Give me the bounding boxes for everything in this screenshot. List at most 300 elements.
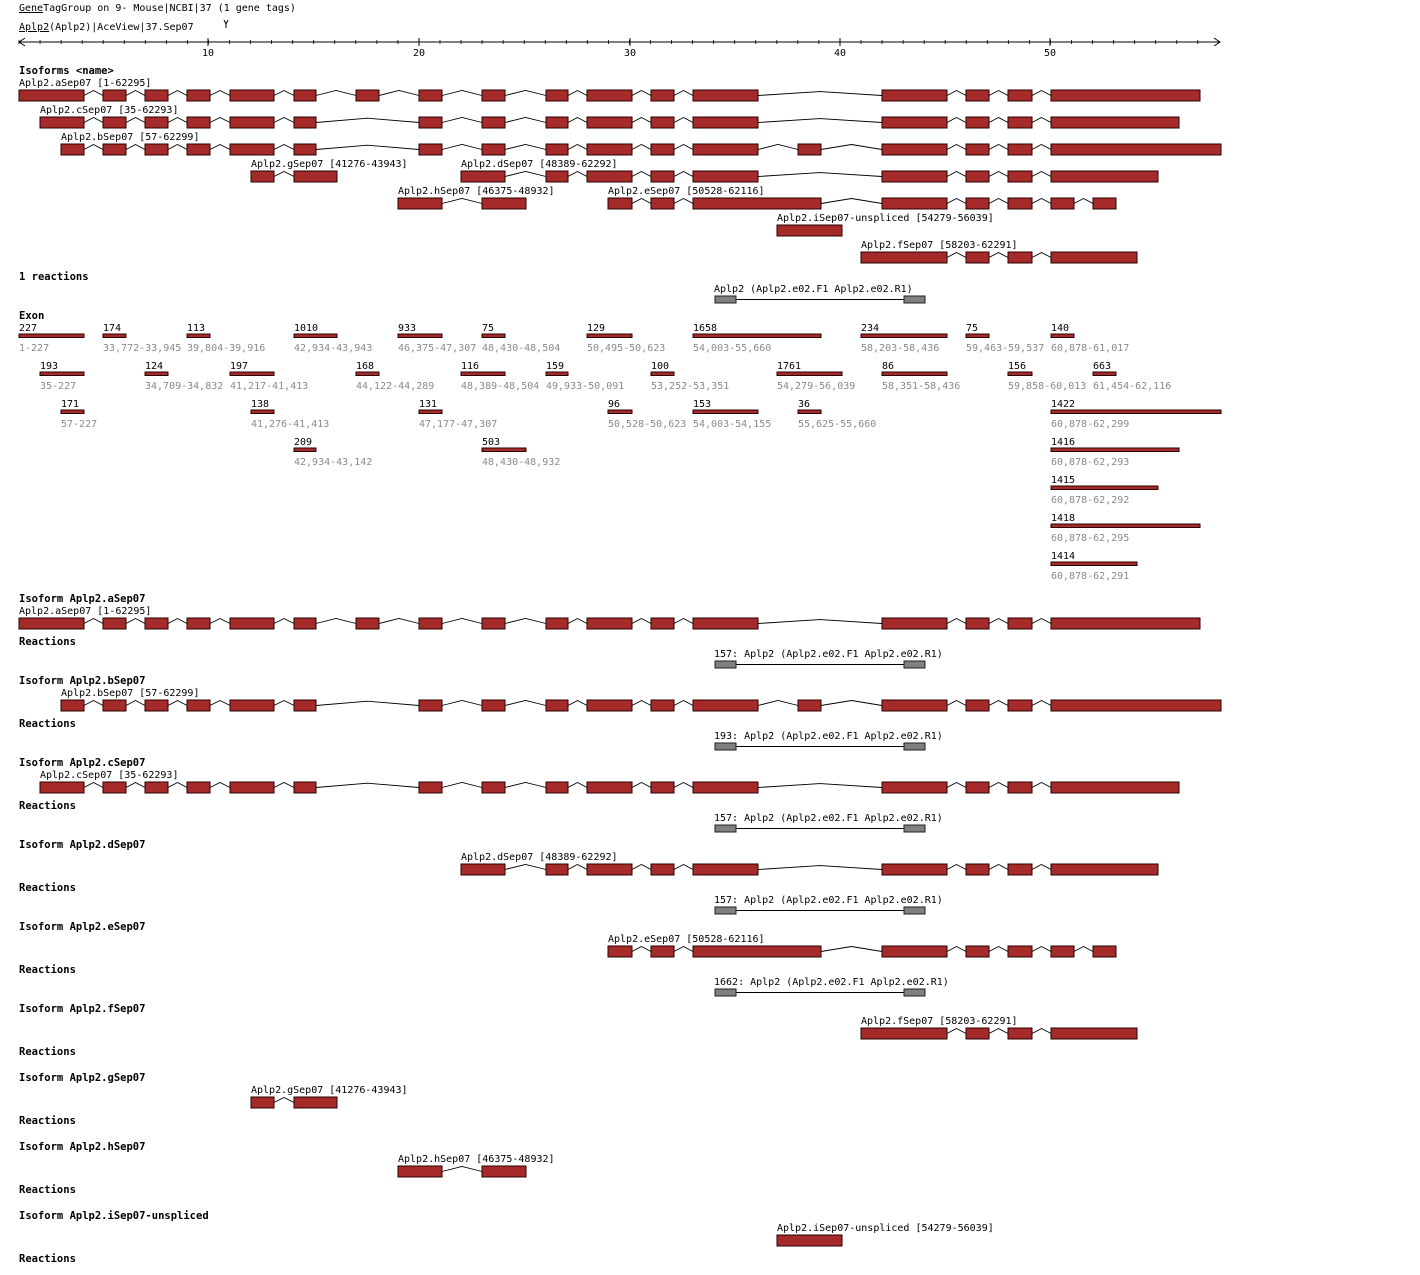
isoform-detail-label-i[interactable]: Aplp2.iSep07-unspliced [54279-56039]	[777, 1223, 994, 1234]
exon-item[interactable]	[651, 361, 729, 392]
exon-bar[interactable]	[103, 334, 126, 338]
reverse-primer-box[interactable]	[904, 907, 925, 914]
forward-primer-box[interactable]	[715, 989, 736, 996]
reverse-primer-box[interactable]	[904, 743, 925, 750]
exon-bar[interactable]	[482, 448, 526, 452]
exon-block[interactable]	[187, 144, 210, 155]
exon-block[interactable]	[693, 946, 821, 957]
exon-block[interactable]	[40, 782, 84, 793]
isoform-track-f[interactable]	[861, 252, 1137, 263]
reaction-label[interactable]: 193: Aplp2 (Aplp2.e02.F1 Aplp2.e02.R1)	[714, 731, 943, 742]
exon-block[interactable]	[966, 864, 989, 875]
exon-block[interactable]	[1008, 618, 1032, 629]
exon-item[interactable]	[882, 361, 960, 392]
exon-bar[interactable]	[1093, 372, 1116, 376]
exon-block[interactable]	[1008, 700, 1032, 711]
intron-line	[505, 865, 546, 870]
exon-block[interactable]	[546, 700, 568, 711]
exon-item[interactable]	[251, 399, 329, 430]
isoform-label-f[interactable]: Aplp2.fSep07 [58203-62291]	[861, 240, 1018, 251]
exon-block[interactable]	[546, 90, 568, 101]
exon-block[interactable]	[966, 144, 989, 155]
exon-block[interactable]	[419, 117, 442, 128]
exon-bar[interactable]	[61, 410, 84, 414]
exon-bar[interactable]	[251, 410, 274, 414]
reverse-primer-box[interactable]	[904, 296, 925, 303]
exon-block[interactable]	[145, 782, 168, 793]
exon-block[interactable]	[587, 90, 632, 101]
isoform-label-b[interactable]: Aplp2.bSep07 [57-62299]	[61, 132, 200, 143]
isoform-track-i[interactable]	[777, 225, 842, 236]
reaction-track[interactable]	[715, 989, 925, 996]
exon-block[interactable]	[461, 171, 505, 182]
exon-block[interactable]	[651, 144, 674, 155]
exon-block[interactable]	[966, 117, 989, 128]
exon-block[interactable]	[1051, 946, 1074, 957]
exon-block[interactable]	[103, 144, 126, 155]
exon-block[interactable]	[693, 144, 758, 155]
exon-bar[interactable]	[419, 410, 442, 414]
isoform-detail-track-d[interactable]	[461, 864, 1158, 875]
isoform-label-d[interactable]: Aplp2.dSep07 [48389-62292]	[461, 159, 618, 170]
exon-item[interactable]	[798, 399, 876, 430]
exon-block[interactable]	[294, 618, 316, 629]
exon-block[interactable]	[777, 1235, 842, 1246]
intron-line	[126, 145, 145, 150]
exon-block[interactable]	[1008, 171, 1032, 182]
isoform-label-a[interactable]: Aplp2.aSep07 [1-62295]	[19, 78, 152, 89]
exon-block[interactable]	[798, 144, 821, 155]
exon-block[interactable]	[546, 144, 568, 155]
reaction-label[interactable]: Aplp2 (Aplp2.e02.F1 Aplp2.e02.R1)	[714, 284, 913, 295]
exon-block[interactable]	[103, 700, 126, 711]
aplp2-link[interactable]: Aplp2	[19, 22, 50, 33]
exon-block[interactable]	[587, 171, 632, 182]
isoform-track-e[interactable]	[608, 198, 1116, 209]
exon-block[interactable]	[1008, 782, 1032, 793]
isoform-detail-track-c[interactable]	[40, 782, 1179, 793]
reaction-label[interactable]: 1662: Aplp2 (Aplp2.e02.F1 Aplp2.e02.R1)	[714, 977, 949, 988]
exon-block[interactable]	[882, 144, 947, 155]
exon-block[interactable]	[546, 117, 568, 128]
exon-block[interactable]	[1051, 864, 1158, 875]
exon-block[interactable]	[145, 117, 168, 128]
intron-line	[316, 118, 419, 122]
isoform-detail-label-g[interactable]: Aplp2.gSep07 [41276-43943]	[251, 1085, 408, 1096]
exon-block[interactable]	[861, 252, 947, 263]
exon-block[interactable]	[546, 171, 568, 182]
isoform-track-d[interactable]	[461, 171, 1158, 182]
isoform-track-a[interactable]	[19, 90, 1200, 101]
exon-block[interactable]	[251, 171, 274, 182]
isoform-detail-label-a[interactable]: Aplp2.aSep07 [1-62295]	[19, 606, 152, 617]
exon-block[interactable]	[230, 144, 274, 155]
exon-block[interactable]	[103, 782, 126, 793]
exon-block[interactable]	[966, 252, 989, 263]
exon-item[interactable]	[230, 361, 308, 392]
exon-item[interactable]	[482, 323, 560, 354]
exon-item[interactable]	[693, 399, 771, 430]
isoform-detail-track-f[interactable]	[861, 1028, 1137, 1039]
exon-bar[interactable]	[230, 372, 274, 376]
exon-block[interactable]	[651, 198, 674, 209]
exon-block[interactable]	[230, 90, 274, 101]
exon-block[interactable]	[1008, 1028, 1032, 1039]
exon-block[interactable]	[882, 700, 947, 711]
exon-item[interactable]	[461, 361, 539, 392]
exon-block[interactable]	[966, 782, 989, 793]
exon-length-label: 1414	[1051, 551, 1076, 562]
exon-item[interactable]	[693, 323, 821, 354]
exon-block[interactable]	[693, 618, 758, 629]
exon-bar[interactable]	[482, 334, 505, 338]
exon-item[interactable]	[1093, 361, 1171, 392]
exon-item[interactable]	[861, 323, 947, 354]
exon-block[interactable]	[482, 117, 505, 128]
exon-block[interactable]	[608, 198, 632, 209]
exon-length-label: 193	[40, 361, 59, 372]
exon-block[interactable]	[882, 117, 947, 128]
exon-block[interactable]	[966, 618, 989, 629]
exon-block[interactable]	[230, 782, 274, 793]
isoform-detail-track-i[interactable]	[777, 1235, 842, 1246]
isoform-detail-track-b[interactable]	[61, 700, 1221, 711]
exon-item[interactable]	[187, 323, 265, 354]
exon-block[interactable]	[693, 864, 758, 875]
exon-block[interactable]	[419, 700, 442, 711]
isoform-detail-label-d[interactable]: Aplp2.dSep07 [48389-62292]	[461, 852, 618, 863]
exon-block[interactable]	[693, 782, 758, 793]
exon-item[interactable]	[608, 399, 686, 430]
exon-bar[interactable]	[798, 410, 821, 414]
exon-block[interactable]	[419, 90, 442, 101]
exon-block[interactable]	[1093, 946, 1116, 957]
exon-block[interactable]	[230, 700, 274, 711]
exon-item[interactable]	[966, 323, 1044, 354]
exon-block[interactable]	[398, 198, 442, 209]
exon-item[interactable]	[1051, 323, 1129, 354]
exon-block[interactable]	[651, 117, 674, 128]
exon-item[interactable]	[419, 399, 497, 430]
exon-block[interactable]	[693, 171, 758, 182]
exon-block[interactable]	[608, 946, 632, 957]
isoform-label-i[interactable]: Aplp2.iSep07-unspliced [54279-56039]	[777, 213, 994, 224]
exon-block[interactable]	[587, 700, 632, 711]
exon-block[interactable]	[187, 90, 210, 101]
intron-line	[84, 118, 103, 123]
reaction-track[interactable]	[715, 907, 925, 914]
exon-block[interactable]	[230, 117, 274, 128]
exon-block[interactable]	[103, 618, 126, 629]
exon-block[interactable]	[1051, 1028, 1137, 1039]
exon-block[interactable]	[230, 618, 274, 629]
exon-block[interactable]	[1051, 198, 1074, 209]
exon-block[interactable]	[1008, 90, 1032, 101]
exon-block[interactable]	[294, 171, 337, 182]
exon-bar[interactable]	[294, 448, 316, 452]
isoform-detail-track-h[interactable]	[398, 1166, 526, 1177]
exon-bar[interactable]	[356, 372, 379, 376]
exon-block[interactable]	[482, 198, 526, 209]
reaction-label[interactable]: 157: Aplp2 (Aplp2.e02.F1 Aplp2.e02.R1)	[714, 895, 943, 906]
exon-bar[interactable]	[693, 410, 758, 414]
exon-block[interactable]	[356, 618, 379, 629]
isoform-detail-label-e[interactable]: Aplp2.eSep07 [50528-62116]	[608, 934, 765, 945]
exon-block[interactable]	[145, 144, 168, 155]
exon-bar[interactable]	[1051, 562, 1137, 566]
exon-range-label: 1-227	[19, 343, 50, 354]
exon-block[interactable]	[1008, 198, 1032, 209]
exon-block[interactable]	[966, 700, 989, 711]
exon-block[interactable]	[882, 864, 947, 875]
exon-bar[interactable]	[19, 334, 84, 338]
exon-item[interactable]	[1051, 475, 1158, 506]
exon-block[interactable]	[651, 171, 674, 182]
exon-block[interactable]	[587, 117, 632, 128]
exon-block[interactable]	[651, 700, 674, 711]
exon-block[interactable]	[1051, 144, 1221, 155]
isoform-detail-track-e[interactable]	[608, 946, 1116, 957]
exon-item[interactable]	[145, 361, 223, 392]
exon-item[interactable]	[356, 361, 434, 392]
exon-block[interactable]	[777, 225, 842, 236]
reverse-primer-box[interactable]	[904, 989, 925, 996]
exon-bar[interactable]	[294, 334, 337, 338]
forward-primer-box[interactable]	[715, 825, 736, 832]
isoform-label-h[interactable]: Aplp2.hSep07 [46375-48932]	[398, 186, 555, 197]
exon-block[interactable]	[294, 144, 316, 155]
exon-bar[interactable]	[693, 334, 821, 338]
exon-block[interactable]	[145, 90, 168, 101]
exon-item[interactable]	[1051, 399, 1221, 430]
exon-block[interactable]	[651, 864, 674, 875]
exon-block[interactable]	[651, 618, 674, 629]
exon-block[interactable]	[294, 117, 316, 128]
exon-item[interactable]	[294, 437, 372, 468]
exon-block[interactable]	[587, 782, 632, 793]
exon-item[interactable]	[103, 323, 181, 354]
exon-bar[interactable]	[882, 372, 947, 376]
gene-link[interactable]: Gene	[19, 3, 44, 14]
exon-block[interactable]	[145, 618, 168, 629]
exon-block[interactable]	[61, 144, 84, 155]
exon-block[interactable]	[1008, 252, 1032, 263]
exon-block[interactable]	[103, 117, 126, 128]
reverse-primer-box[interactable]	[904, 825, 925, 832]
reaction-label[interactable]: 157: Aplp2 (Aplp2.e02.F1 Aplp2.e02.R1)	[714, 813, 943, 824]
exon-range-label: 58,203-58,436	[861, 343, 940, 354]
exon-bar[interactable]	[777, 372, 842, 376]
exon-bar[interactable]	[861, 334, 947, 338]
exon-item[interactable]	[294, 323, 372, 354]
exon-block[interactable]	[1008, 117, 1032, 128]
exon-item[interactable]	[1051, 437, 1179, 468]
forward-primer-box[interactable]	[715, 743, 736, 750]
isoform-track-h[interactable]	[398, 198, 526, 209]
exon-block[interactable]	[1051, 252, 1137, 263]
exon-block[interactable]	[587, 144, 632, 155]
exon-block[interactable]	[546, 782, 568, 793]
exon-block[interactable]	[651, 782, 674, 793]
exon-item[interactable]	[482, 437, 560, 468]
reaction-track[interactable]	[715, 743, 925, 750]
isoform-detail-track-g[interactable]	[251, 1097, 337, 1108]
exon-block[interactable]	[966, 946, 989, 957]
exon-block[interactable]	[1051, 171, 1158, 182]
isoform-label-g[interactable]: Aplp2.gSep07 [41276-43943]	[251, 159, 408, 170]
exon-block[interactable]	[882, 618, 947, 629]
exon-block[interactable]	[546, 618, 568, 629]
exon-block[interactable]	[294, 782, 316, 793]
exon-bar[interactable]	[546, 372, 568, 376]
exon-block[interactable]	[693, 117, 758, 128]
exon-item[interactable]	[61, 399, 97, 430]
exon-block[interactable]	[482, 90, 505, 101]
exon-block[interactable]	[861, 1028, 947, 1039]
exon-block[interactable]	[398, 1166, 442, 1177]
exon-block[interactable]	[1051, 90, 1200, 101]
exon-block[interactable]	[294, 90, 316, 101]
exon-block[interactable]	[419, 782, 442, 793]
exon-item[interactable]	[587, 323, 665, 354]
intron-line	[821, 947, 882, 952]
intron-line	[989, 118, 1008, 123]
exon-item[interactable]	[19, 323, 84, 354]
isoform-track-g[interactable]	[251, 171, 337, 182]
exon-block[interactable]	[251, 1097, 274, 1108]
exon-bar[interactable]	[1051, 410, 1221, 414]
exon-bar[interactable]	[608, 410, 632, 414]
isoform-detail-track-a[interactable]	[19, 618, 1200, 629]
exon-block[interactable]	[1051, 618, 1200, 629]
exon-block[interactable]	[651, 946, 674, 957]
exon-block[interactable]	[40, 117, 84, 128]
forward-primer-box[interactable]	[715, 296, 736, 303]
forward-primer-box[interactable]	[715, 907, 736, 914]
exon-bar[interactable]	[461, 372, 505, 376]
exon-block[interactable]	[187, 700, 210, 711]
exon-block[interactable]	[1051, 782, 1179, 793]
reactions-title: Reactions	[19, 800, 76, 812]
exon-block[interactable]	[419, 618, 442, 629]
exon-block[interactable]	[19, 618, 84, 629]
exon-block[interactable]	[966, 171, 989, 182]
isoform-track-b[interactable]	[61, 144, 1221, 155]
isoform-detail-label-h[interactable]: Aplp2.hSep07 [46375-48932]	[398, 1154, 555, 1165]
isoform-label-c[interactable]: Aplp2.cSep07 [35-62293]	[40, 105, 179, 116]
exon-block[interactable]	[882, 946, 947, 957]
exon-block[interactable]	[882, 782, 947, 793]
exon-item[interactable]	[546, 361, 624, 392]
reverse-primer-box[interactable]	[904, 661, 925, 668]
exon-bar[interactable]	[187, 334, 210, 338]
exon-block[interactable]	[882, 171, 947, 182]
exon-block[interactable]	[482, 1166, 526, 1177]
isoform-track-c[interactable]	[40, 117, 1179, 128]
exon-block[interactable]	[1051, 117, 1179, 128]
exon-block[interactable]	[966, 90, 989, 101]
exon-item[interactable]	[777, 361, 855, 392]
exon-bar[interactable]	[1008, 372, 1032, 376]
exon-block[interactable]	[482, 782, 505, 793]
exon-item[interactable]	[398, 323, 476, 354]
exon-bar[interactable]	[145, 372, 168, 376]
exon-block[interactable]	[145, 700, 168, 711]
exon-block[interactable]	[482, 144, 505, 155]
exon-block[interactable]	[882, 90, 947, 101]
exon-length-label: 116	[461, 361, 480, 372]
exon-block[interactable]	[103, 90, 126, 101]
menu-icon[interactable]	[224, 20, 228, 28]
exon-block[interactable]	[482, 700, 505, 711]
reaction-track[interactable]	[715, 661, 925, 668]
exon-block[interactable]	[356, 90, 379, 101]
exon-block[interactable]	[294, 1097, 337, 1108]
exon-block[interactable]	[187, 117, 210, 128]
exon-block[interactable]	[1051, 700, 1221, 711]
exon-block[interactable]	[187, 782, 210, 793]
exon-bar[interactable]	[587, 334, 632, 338]
exon-block[interactable]	[587, 864, 632, 875]
exon-block[interactable]	[966, 1028, 989, 1039]
isoform-detail-label-f[interactable]: Aplp2.fSep07 [58203-62291]	[861, 1016, 1018, 1027]
exon-block[interactable]	[419, 144, 442, 155]
reaction-track[interactable]	[715, 825, 925, 832]
exon-bar[interactable]	[40, 372, 84, 376]
exon-item[interactable]	[1008, 361, 1086, 392]
exon-block[interactable]	[798, 700, 821, 711]
exon-item[interactable]	[40, 361, 84, 392]
exon-range-label: 54,003-54,155	[693, 419, 772, 430]
exon-block[interactable]	[693, 90, 758, 101]
exon-block[interactable]	[882, 198, 947, 209]
exon-item[interactable]	[1051, 513, 1200, 544]
exon-bar[interactable]	[1051, 524, 1200, 528]
isoform-detail-label-c[interactable]: Aplp2.cSep07 [35-62293]	[40, 770, 179, 781]
reaction-label[interactable]: 157: Aplp2 (Aplp2.e02.F1 Aplp2.e02.R1)	[714, 649, 943, 660]
exon-block[interactable]	[651, 90, 674, 101]
exon-block[interactable]	[294, 700, 316, 711]
exon-bar[interactable]	[651, 372, 674, 376]
exon-block[interactable]	[693, 198, 821, 209]
exon-block[interactable]	[1008, 864, 1032, 875]
intron-line	[632, 619, 651, 624]
exon-bar[interactable]	[1051, 334, 1074, 338]
exon-block[interactable]	[1093, 198, 1116, 209]
exon-block[interactable]	[1008, 946, 1032, 957]
exon-bar[interactable]	[398, 334, 442, 338]
exon-block[interactable]	[461, 864, 505, 875]
isoform-detail-label-b[interactable]: Aplp2.bSep07 [57-62299]	[61, 688, 200, 699]
exon-bar[interactable]	[1051, 486, 1158, 490]
exon-bar[interactable]	[966, 334, 989, 338]
forward-primer-box[interactable]	[715, 661, 736, 668]
isoform-label-e[interactable]: Aplp2.eSep07 [50528-62116]	[608, 186, 765, 197]
exon-block[interactable]	[546, 864, 568, 875]
exon-bar[interactable]	[1051, 448, 1179, 452]
exon-block[interactable]	[587, 618, 632, 629]
exon-block[interactable]	[966, 198, 989, 209]
exon-block[interactable]	[19, 90, 84, 101]
exon-block[interactable]	[693, 700, 758, 711]
exon-block[interactable]	[1008, 144, 1032, 155]
exon-block[interactable]	[187, 618, 210, 629]
reaction-track[interactable]	[715, 296, 925, 303]
exon-block[interactable]	[61, 700, 84, 711]
exon-item[interactable]	[1051, 551, 1137, 582]
exon-block[interactable]	[482, 618, 505, 629]
exon-range-label: 46,375-47,307	[398, 343, 477, 354]
